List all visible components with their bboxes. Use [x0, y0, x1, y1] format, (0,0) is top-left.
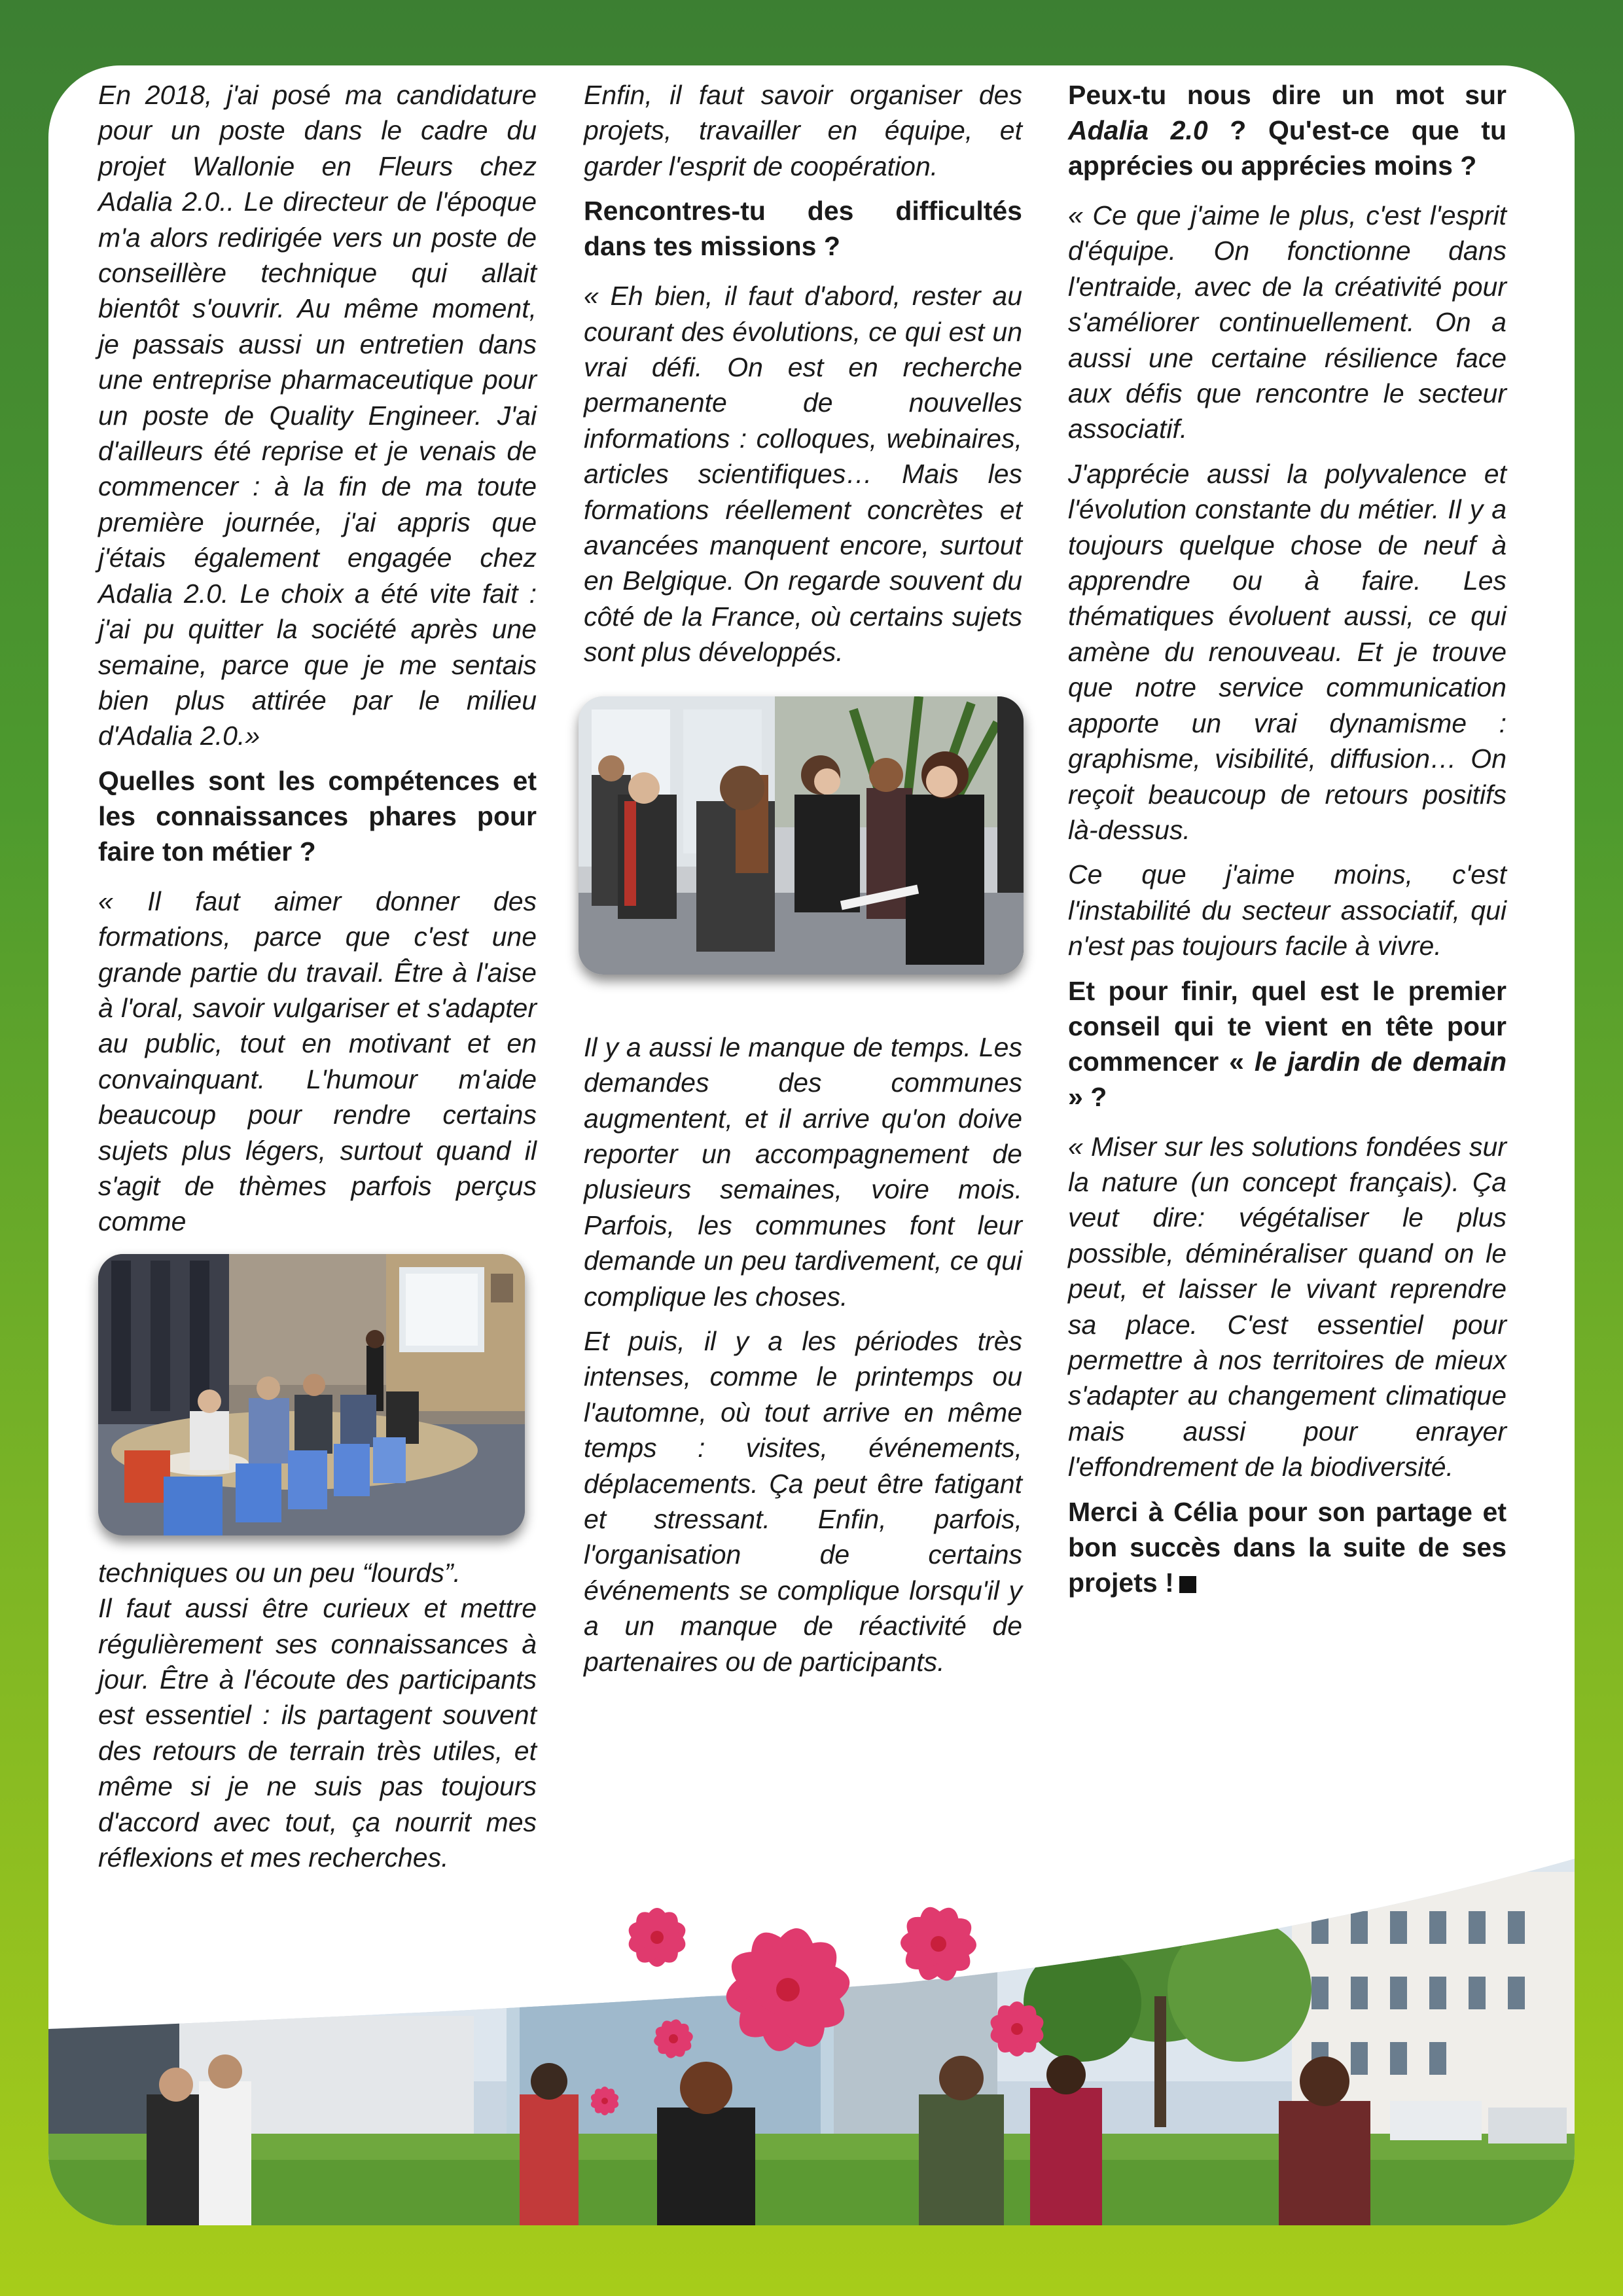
column-1	[98, 77, 537, 1884]
group-greeting-photo	[579, 696, 1024, 975]
heading-part: Adalia 2.0	[1068, 115, 1208, 145]
question-heading: Quelles sont les compétences et les connaissances phares pour faire ton métier ?	[98, 765, 537, 867]
paragraph: « Il faut aimer donner des formations, parce que c'est une grande partie du travail. Être à l'aise à l'oral, savoir vulgariser et s'adapter au public, tout en motivant et en convainquant. L'humour m'aide beaucoup pour rendre certains sujets plus légers, surtout quand il s'agit de thèmes parfois perçus comme	[98, 886, 537, 1237]
paragraph: En 2018, j'ai posé ma candidature pour un poste dans le cadre du projet Wallonie en Fleurs chez Adalia 2.0.. Le directeur de l'époque m'a alors redirigée vers un poste de conseillère technique qui allait bientôt s'ouvrir. Au même moment, je passais aussi un entretien dans une entreprise pharmaceutique pour un poste de Quality Engineer. J'ai d'ailleurs été reprise et je venais de commencer : à la fin de ma toute première journée, j'ai appris que j'étais également engagée chez Adalia 2.0. Le choix a été vite fait : j'ai pu quitter la société après une semaine, parce que je me sentais bien plus attirée par le milieu d'Adalia 2.0.»	[98, 80, 537, 751]
paragraph: Ce que j'aime moins, c'est l'instabilité du secteur associatif, qui n'est pas toujours facile à vivre.	[1068, 859, 1507, 961]
column-2	[584, 77, 1022, 1689]
paragraph: Et puis, il y a les périodes très intenses, comme le printemps ou l'automne, où tout arrive en même temps : visites, événements, déplacements. Ça peut être fatigant et stressant. Enfin, parfois, l'organisation de certains événements se complique lorsqu'il y a un manque de réactivité de partenaires ou de participants.	[584, 1325, 1022, 1677]
paragraph: techniques ou un peu “lourds”.	[98, 1557, 461, 1588]
paragraph: Il y a aussi le manque de temps. Les demandes des communes augmentent, et il arrive qu'on doive reporter un accompagnement de plusieurs semaines, voire mois. Parfois, les communes font leur demande un peu tardivement, ce qui complique les choses.	[584, 1031, 1022, 1312]
heading-part: Peux-tu nous dire un mot sur	[1068, 80, 1507, 110]
heading-part: ? Qu'est-ce que tu apprécies ou apprécies moins ?	[1068, 115, 1507, 181]
paragraph: « Eh bien, il faut d'abord, rester au courant des évolutions, ce qui est un vrai défi. On est en recherche permanente de nouvelles informations : colloques, webinaires, articles scientifiques… Mais les formations réellement concrètes et avancées manquent encore, surtout en Belgique. On regarde souvent du côté de la France, où certains sujets sont plus développés.	[584, 281, 1022, 668]
heading-part: » ?	[1068, 1081, 1107, 1112]
question-heading	[1068, 973, 1507, 1115]
column-3	[1068, 77, 1507, 1615]
heading-part: Et pour finir, quel est le premier conseil qui te vient en tête pour commencer «	[1068, 975, 1507, 1077]
heading-part: le jardin de demain	[1254, 1046, 1507, 1077]
training-room-photo	[98, 1254, 525, 1535]
paragraph: « Miser sur les solutions fondées sur la nature (un concept français). Ça veut dire: végétaliser le plus possible, déminéraliser quand on le peut, et laisser le vivant reprendre sa place. C'est essentiel pour permettre à nos territoires de mieux s'adapter au changement climatique mais aussi pour enrayer l'effondrement de la biodiversité.	[1068, 1131, 1507, 1482]
paragraph: J'apprécie aussi la polyvalence et l'évolution constante du métier. Il y a toujours quelque chose de neuf à apprendre ou à faire. Les thématiques évoluent aussi, ce qui amène du renouveau. Et je trouve que notre service communication apporte un vrai dynamisme : graphisme, visibilité, diffusion… On reçoit beaucoup de retours positifs là-dessus.	[1068, 458, 1507, 845]
question-heading: Rencontres-tu des difficultés dans tes missions ?	[584, 196, 1022, 262]
paragraph: « Ce que j'aime le plus, c'est l'esprit d'équipe. On fonctionne dans l'entraide, avec de la créativité pour s'améliorer continuellement. On a aussi une certaine résilience face aux défis que rencontre le secteur associatif.	[1068, 200, 1507, 444]
article-card	[48, 65, 1575, 2225]
end-of-article-icon	[1179, 1576, 1196, 1593]
paragraph: Enfin, il faut savoir organiser des projets, travailler en équipe, et garder l'esprit de coopération.	[584, 80, 1022, 181]
question-heading	[1068, 77, 1507, 183]
paragraph: Il faut aussi être curieux et mettre régulièrement ses connaissances à jour. Être à l'écoute des participants est essentiel : ils partagent souvent des retours de terrain très utiles, et même si je ne suis pas toujours d'accord avec tout, ça nourrit mes réflexions et mes recherches.	[98, 1593, 537, 1873]
closing-heading	[1068, 1494, 1507, 1600]
heading-part: Merci à Célia pour son partage et bon succès dans la suite de ses projets !	[1068, 1496, 1507, 1598]
urban-park-group-photo	[48, 1833, 1575, 2225]
